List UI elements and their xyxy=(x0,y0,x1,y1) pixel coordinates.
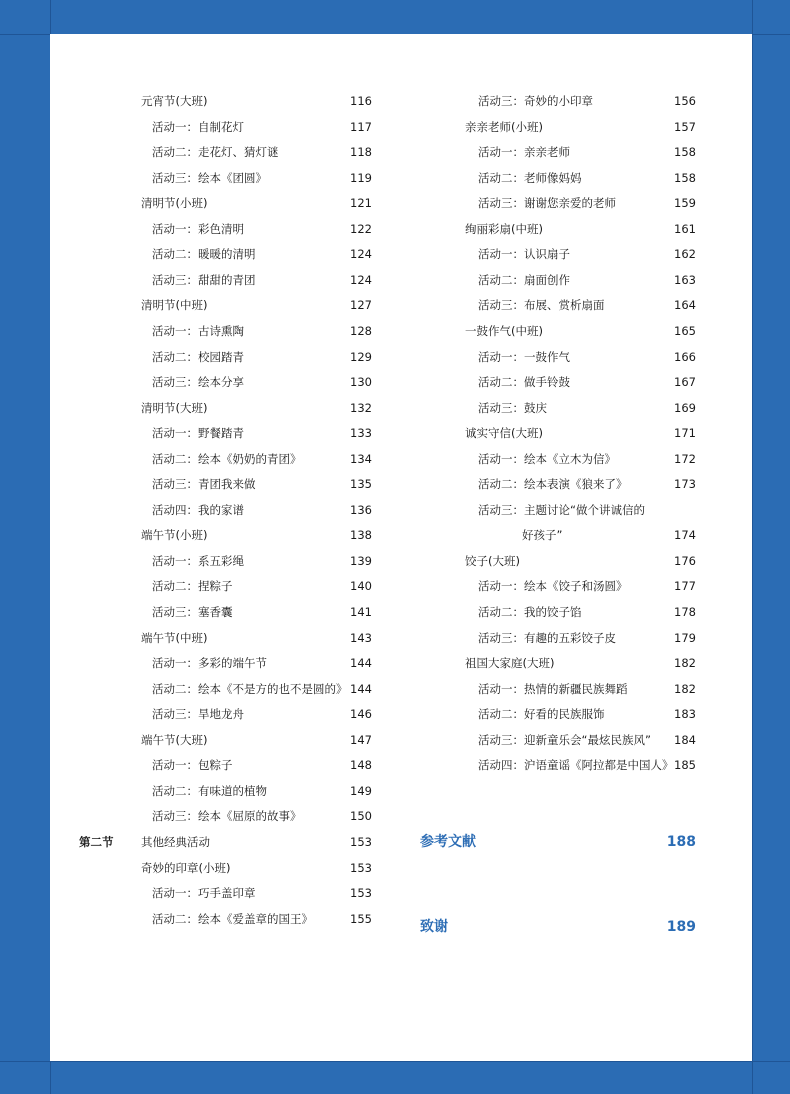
toc-entry-title: 元宵节(大班) xyxy=(141,94,208,108)
toc-entry-title: 活动三：塞香囊 xyxy=(152,605,233,619)
toc-entry[interactable] xyxy=(420,500,696,520)
toc-entry-title: 好孩子” xyxy=(522,528,563,543)
toc-entry-title: 其他经典活动 xyxy=(141,834,210,849)
toc-entry-title: 活动二：暖暖的清明 xyxy=(152,247,256,262)
toc-entry-page: 140 xyxy=(350,579,372,594)
toc-entry-title: 诚实守信(大班) xyxy=(465,426,543,441)
toc-entry-page: 163 xyxy=(674,272,696,287)
toc-entry-page: 119 xyxy=(350,170,372,185)
toc-entry-title: 活动一：一鼓作气 xyxy=(478,349,570,364)
toc-entry[interactable] xyxy=(50,398,372,418)
toc-entry-page: 138 xyxy=(350,528,372,543)
toc-entry-title: 活动一：多彩的端午节 xyxy=(152,656,267,671)
toc-entry-title: 端午节(中班) xyxy=(141,630,208,645)
toc-entry[interactable] xyxy=(420,755,696,775)
toc-entry-page: 143 xyxy=(350,630,372,645)
toc-entry-title: 活动二：走花灯、猜灯谜 xyxy=(152,145,279,160)
toc-entry-title: 活动三：奇妙的小印章 xyxy=(478,94,593,108)
toc-entry-title: 活动三：鼓庆 xyxy=(478,400,547,415)
toc-entry-title: 活动二：绘本《奶奶的青团》 xyxy=(152,451,302,466)
toc-entry[interactable] xyxy=(420,704,696,724)
toc-entry-page: 149 xyxy=(350,783,372,798)
toc-entry-page: 153 xyxy=(350,886,372,901)
toc-entry-page: 148 xyxy=(350,758,372,773)
toc-entry-page: 174 xyxy=(674,528,696,543)
toc-entry[interactable] xyxy=(50,858,372,878)
toc-entry[interactable] xyxy=(420,168,696,188)
toc-entry-title: 活动二：校园踏青 xyxy=(152,349,244,364)
toc-entry[interactable] xyxy=(50,704,372,724)
toc-entry-page: 135 xyxy=(350,477,372,492)
toc-entry-page: 118 xyxy=(350,145,372,160)
toc-entry-page: 159 xyxy=(674,196,696,211)
toc-entry-page: 176 xyxy=(674,553,696,568)
toc-entry-page: 188 xyxy=(666,834,696,850)
toc-entry-page: 122 xyxy=(350,221,372,236)
toc-entry[interactable] xyxy=(50,755,372,775)
toc-entry[interactable] xyxy=(50,193,372,213)
toc-entry-page: 132 xyxy=(350,400,372,415)
toc-entry-page: 185 xyxy=(674,758,696,773)
toc-entry-title: 亲亲老师(小班) xyxy=(465,119,543,134)
toc-entry-page: 158 xyxy=(674,145,696,160)
toc-entry-page: 134 xyxy=(350,451,372,466)
toc-entry[interactable] xyxy=(420,730,696,750)
toc-entry-title: 活动二：我的饺子馅 xyxy=(478,605,582,619)
toc-entry[interactable] xyxy=(50,347,372,367)
toc-entry-page: 162 xyxy=(674,247,696,262)
toc-entry-title: 活动三：甜甜的青团 xyxy=(152,272,256,287)
toc-entry-title: 活动二：绘本《爱盖章的国王》 xyxy=(152,911,313,926)
toc-entry-page: 173 xyxy=(674,477,696,492)
toc-entry[interactable] xyxy=(50,653,372,673)
toc-entry[interactable] xyxy=(420,653,696,673)
toc-entry[interactable] xyxy=(50,576,372,596)
toc-entry-title: 活动三：旱地龙舟 xyxy=(152,707,244,722)
toc-entry[interactable] xyxy=(50,474,372,494)
toc-entry[interactable] xyxy=(420,551,696,571)
toc-entry[interactable] xyxy=(50,117,372,137)
toc-entry[interactable] xyxy=(420,321,696,341)
toc-entry-title: 活动二：绘本《不是方的也不是圆的》 xyxy=(152,681,348,696)
toc-entry-title: 活动二：做手铃鼓 xyxy=(478,375,570,390)
toc-entry[interactable] xyxy=(50,781,372,801)
toc-entry-title: 活动三：谢谢您亲爱的老师 xyxy=(478,196,616,211)
toc-entry[interactable] xyxy=(50,551,372,571)
toc-entry-page: 167 xyxy=(674,375,696,390)
toc-entry-title: 活动一：野餐踏青 xyxy=(152,426,244,441)
toc-entry[interactable] xyxy=(50,449,372,469)
toc-entry-title: 祖国大家庭(大班) xyxy=(465,656,555,671)
toc-entry[interactable] xyxy=(420,423,696,443)
toc-entry-page: 171 xyxy=(674,426,696,441)
toc-entry-title: 活动一：包粽子 xyxy=(152,758,233,773)
toc-entry-title: 活动一：古诗熏陶 xyxy=(152,323,244,338)
toc-entry-references[interactable] xyxy=(420,830,696,854)
frame-guide-right xyxy=(752,0,753,1094)
toc-entry-title: 清明节(中班) xyxy=(141,298,208,313)
toc-entry-title: 活动三：绘本《团圆》 xyxy=(152,170,267,185)
toc-entry[interactable] xyxy=(50,219,372,239)
toc-entry-title: 清明节(大班) xyxy=(141,400,208,415)
toc-entry[interactable] xyxy=(50,883,372,903)
toc-entry[interactable] xyxy=(50,295,372,315)
toc-entry-title: 活动一：彩色清明 xyxy=(152,221,244,236)
toc-entry-title: 一鼓作气(中班) xyxy=(465,323,543,338)
toc-entry-acknowledgements[interactable] xyxy=(420,915,696,939)
toc-entry[interactable] xyxy=(420,347,696,367)
toc-entry-title: 活动二：老师像妈妈 xyxy=(478,170,582,185)
toc-entry[interactable] xyxy=(50,168,372,188)
toc-entry-page: 153 xyxy=(350,860,372,875)
toc-entry-page: 182 xyxy=(674,656,696,671)
toc-entry-title: 活动二：捏粽子 xyxy=(152,579,233,594)
toc-entry-title: 活动三：绘本分享 xyxy=(152,375,244,390)
toc-entry-title: 活动二：有味道的植物 xyxy=(152,783,267,798)
toc-section-label: 第二节 xyxy=(79,834,114,849)
toc-entry[interactable] xyxy=(420,474,696,494)
toc-entry-title: 端午节(大班) xyxy=(141,732,208,747)
toc-entry-title: 活动三：迎新童乐会“最炫民族风” xyxy=(478,732,651,747)
toc-entry-page: 153 xyxy=(350,834,372,849)
toc-entry[interactable] xyxy=(420,576,696,596)
toc-entry-page: 165 xyxy=(674,323,696,338)
toc-entry-page: 144 xyxy=(350,681,372,696)
toc-entry[interactable] xyxy=(420,372,696,392)
toc-entry-page: 155 xyxy=(350,911,372,926)
toc-entry-page: 147 xyxy=(350,732,372,747)
toc-entry[interactable] xyxy=(50,372,372,392)
toc-entry-title: 端午节(小班) xyxy=(141,528,208,543)
toc-entry[interactable] xyxy=(420,219,696,239)
toc-entry[interactable] xyxy=(420,117,696,137)
toc-entry[interactable] xyxy=(50,142,372,162)
frame-guide-bottom xyxy=(0,1061,790,1062)
toc-page xyxy=(50,34,752,1061)
toc-entry-page: 161 xyxy=(674,221,696,236)
toc-entry-page: 121 xyxy=(350,196,372,211)
toc-entry-page: 179 xyxy=(674,630,696,645)
toc-entry[interactable] xyxy=(50,244,372,264)
toc-entry-page: 177 xyxy=(674,579,696,594)
toc-entry[interactable] xyxy=(50,806,372,826)
toc-entry[interactable] xyxy=(420,142,696,162)
toc-entry-title: 奇妙的印章(小班) xyxy=(141,860,231,875)
toc-entry-title: 活动四：沪语童谣《阿拉都是中国人》 xyxy=(478,758,674,773)
toc-entry-page: 172 xyxy=(674,451,696,466)
toc-entry-page: 184 xyxy=(674,732,696,747)
toc-entry-page: 169 xyxy=(674,400,696,415)
toc-entry-title: 清明节(小班) xyxy=(141,196,208,211)
toc-entry-title: 活动三：有趣的五彩饺子皮 xyxy=(478,630,616,645)
toc-entry-title: 活动三：主题讨论“做个讲诚信的 xyxy=(478,502,645,517)
toc-entry-title: 活动一：亲亲老师 xyxy=(478,145,570,160)
toc-entry[interactable] xyxy=(420,628,696,648)
toc-entry-page: 158 xyxy=(674,170,696,185)
toc-entry-page: 116 xyxy=(350,94,372,108)
toc-entry[interactable] xyxy=(50,91,372,111)
toc-entry[interactable] xyxy=(420,295,696,315)
toc-entry-title: 活动一：系五彩绳 xyxy=(152,553,244,568)
toc-entry-page: 136 xyxy=(350,502,372,517)
toc-entry[interactable] xyxy=(50,679,372,699)
toc-entry-title: 活动二：绘本表演《狼来了》 xyxy=(478,477,628,492)
toc-entry-page: 164 xyxy=(674,298,696,313)
toc-entry-page: 146 xyxy=(350,707,372,722)
toc-entry-title: 活动一：绘本《饺子和汤圆》 xyxy=(478,579,628,594)
toc-entry-title: 绚丽彩扇(中班) xyxy=(465,221,543,236)
toc-entry[interactable] xyxy=(420,244,696,264)
toc-entry[interactable] xyxy=(420,679,696,699)
toc-entry-page: 183 xyxy=(674,707,696,722)
toc-entry-title: 活动一：自制花灯 xyxy=(152,119,244,134)
toc-entry-page: 129 xyxy=(350,349,372,364)
toc-entry[interactable] xyxy=(50,500,372,520)
toc-entry-page: 127 xyxy=(350,298,372,313)
toc-entry-page: 124 xyxy=(350,247,372,262)
toc-entry[interactable] xyxy=(50,602,372,622)
toc-entry-title: 活动一：热情的新疆民族舞蹈 xyxy=(478,681,628,696)
toc-entry-title: 活动四：我的家谱 xyxy=(152,502,244,517)
toc-entry-title: 致谢 xyxy=(420,919,448,935)
toc-entry-page: 166 xyxy=(674,349,696,364)
toc-entry-page: 141 xyxy=(350,605,372,619)
toc-entry-title: 活动三：绘本《屈原的故事》 xyxy=(152,809,302,824)
toc-entry[interactable] xyxy=(420,193,696,213)
toc-entry[interactable] xyxy=(420,91,696,111)
toc-entry-title: 活动二：好看的民族服饰 xyxy=(478,707,605,722)
toc-entry-page: 139 xyxy=(350,553,372,568)
toc-entry-title: 活动三：布展、赏析扇面 xyxy=(478,298,605,313)
toc-entry[interactable] xyxy=(50,832,372,852)
toc-entry-page: 157 xyxy=(674,119,696,134)
toc-entry-page: 133 xyxy=(350,426,372,441)
toc-entry[interactable] xyxy=(50,423,372,443)
toc-entry[interactable] xyxy=(50,730,372,750)
toc-entry-title: 活动三：青团我来做 xyxy=(152,477,256,492)
toc-entry-title: 参考文献 xyxy=(420,834,476,850)
toc-entry[interactable] xyxy=(50,909,372,929)
toc-entry-page: 128 xyxy=(350,323,372,338)
toc-entry[interactable] xyxy=(420,525,696,545)
toc-entry-page: 156 xyxy=(674,94,696,108)
toc-entry-title: 活动二：扇面创作 xyxy=(478,272,570,287)
toc-entry[interactable] xyxy=(420,398,696,418)
toc-entry[interactable] xyxy=(50,270,372,290)
toc-entry[interactable] xyxy=(50,525,372,545)
toc-entry[interactable] xyxy=(420,449,696,469)
toc-entry-page: 130 xyxy=(350,375,372,390)
toc-entry-page: 182 xyxy=(674,681,696,696)
toc-entry[interactable] xyxy=(50,321,372,341)
toc-entry-page: 178 xyxy=(674,605,696,619)
toc-entry-page: 124 xyxy=(350,272,372,287)
toc-entry-page: 144 xyxy=(350,656,372,671)
toc-entry-page: 117 xyxy=(350,119,372,134)
toc-entry[interactable] xyxy=(420,602,696,622)
toc-entry-title: 活动一：认识扇子 xyxy=(478,247,570,262)
toc-entry-page: 189 xyxy=(666,919,696,935)
toc-entry[interactable] xyxy=(420,270,696,290)
toc-entry-title: 活动一：巧手盖印章 xyxy=(152,886,256,901)
toc-entry-title: 饺子(大班) xyxy=(465,553,520,568)
toc-entry-title: 活动一：绘本《立木为信》 xyxy=(478,451,616,466)
toc-entry[interactable] xyxy=(50,628,372,648)
toc-entry-page: 150 xyxy=(350,809,372,824)
